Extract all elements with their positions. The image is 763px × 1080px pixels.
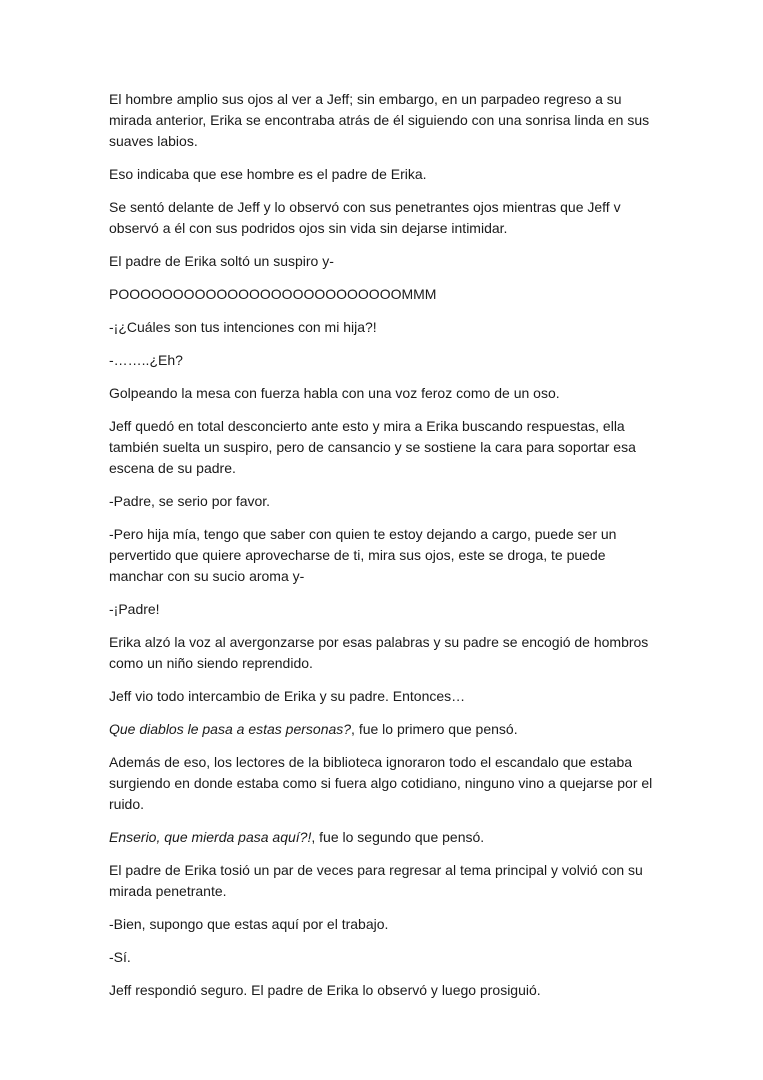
paragraph: -¡Padre! [109,601,160,617]
paragraph: Se sentó delante de Jeff y lo observó con sus penetrantes ojos mientras que Jeff v observó a él con sus podridos ojos sin vida sin dejarse intimidar. [109,199,621,236]
paragraph: -Bien, supongo que estas aquí por el trabajo. [109,916,389,932]
paragraph: El padre de Erika soltó un suspiro y- [109,253,334,269]
paragraph: El padre de Erika tosió un par de veces para regresar al tema principal y volvió con su mirada penetrante. [109,862,643,899]
paragraph: POOOOOOOOOOOOOOOOOOOOOOOOOOMMM [109,286,437,302]
paragraph: Jeff respondió seguro. El padre de Erika lo observó y luego prosiguió. [109,982,541,998]
paragraph [109,827,654,848]
paragraph: Además de eso, los lectores de la biblioteca ignoraron todo el escandalo que estaba surgiendo en donde estaba como si fuera algo cotidiano, ninguno vino a quejarse por el ruido. [109,754,653,812]
paragraph: -Padre, se serio por favor. [109,493,271,509]
paragraph: -Pero hija mía, tengo que saber con quien te estoy dejando a cargo, puede ser un pervertido que quiere aprovecharse de ti, mira sus ojos, este se droga, te puede manchar con su sucio aroma y- [109,526,617,584]
italic-thought: Que diablos le pasa a estas personas? [109,721,352,737]
paragraph: Jeff quedó en total desconcierto ante esto y mira a Erika buscando respuestas, ella también suelta un suspiro, pero de cansancio y se sostiene la cara para soportar esa escena de su padre. [109,418,636,476]
paragraph: -Sí. [109,949,131,965]
paragraph-text: , fue lo segundo que pensó. [311,829,485,845]
paragraph-text: , fue lo primero que pensó. [351,721,518,737]
paragraph: -¡¿Cuáles son tus intenciones con mi hija?! [109,319,377,335]
paragraph: El hombre amplio sus ojos al ver a Jeff; sin embargo, en un parpadeo regreso a su mirada anterior, Erika se encontraba atrás de él siguiendo con una sonrisa linda en sus suaves labios. [109,91,650,149]
paragraph: -……..¿Eh? [109,352,183,368]
paragraph: Erika alzó la voz al avergonzarse por esas palabras y su padre se encogió de hombros como un niño siendo reprendido. [109,634,649,671]
paragraph [109,719,654,740]
italic-thought: Enserio, que mierda pasa aquí?! [109,829,312,845]
paragraph: Jeff vio todo intercambio de Erika y su padre. Entonces… [109,688,466,704]
paragraph: Golpeando la mesa con fuerza habla con una voz feroz como de un oso. [109,385,560,401]
document-body [109,89,654,1013]
paragraph: Eso indicaba que ese hombre es el padre de Erika. [109,166,427,182]
